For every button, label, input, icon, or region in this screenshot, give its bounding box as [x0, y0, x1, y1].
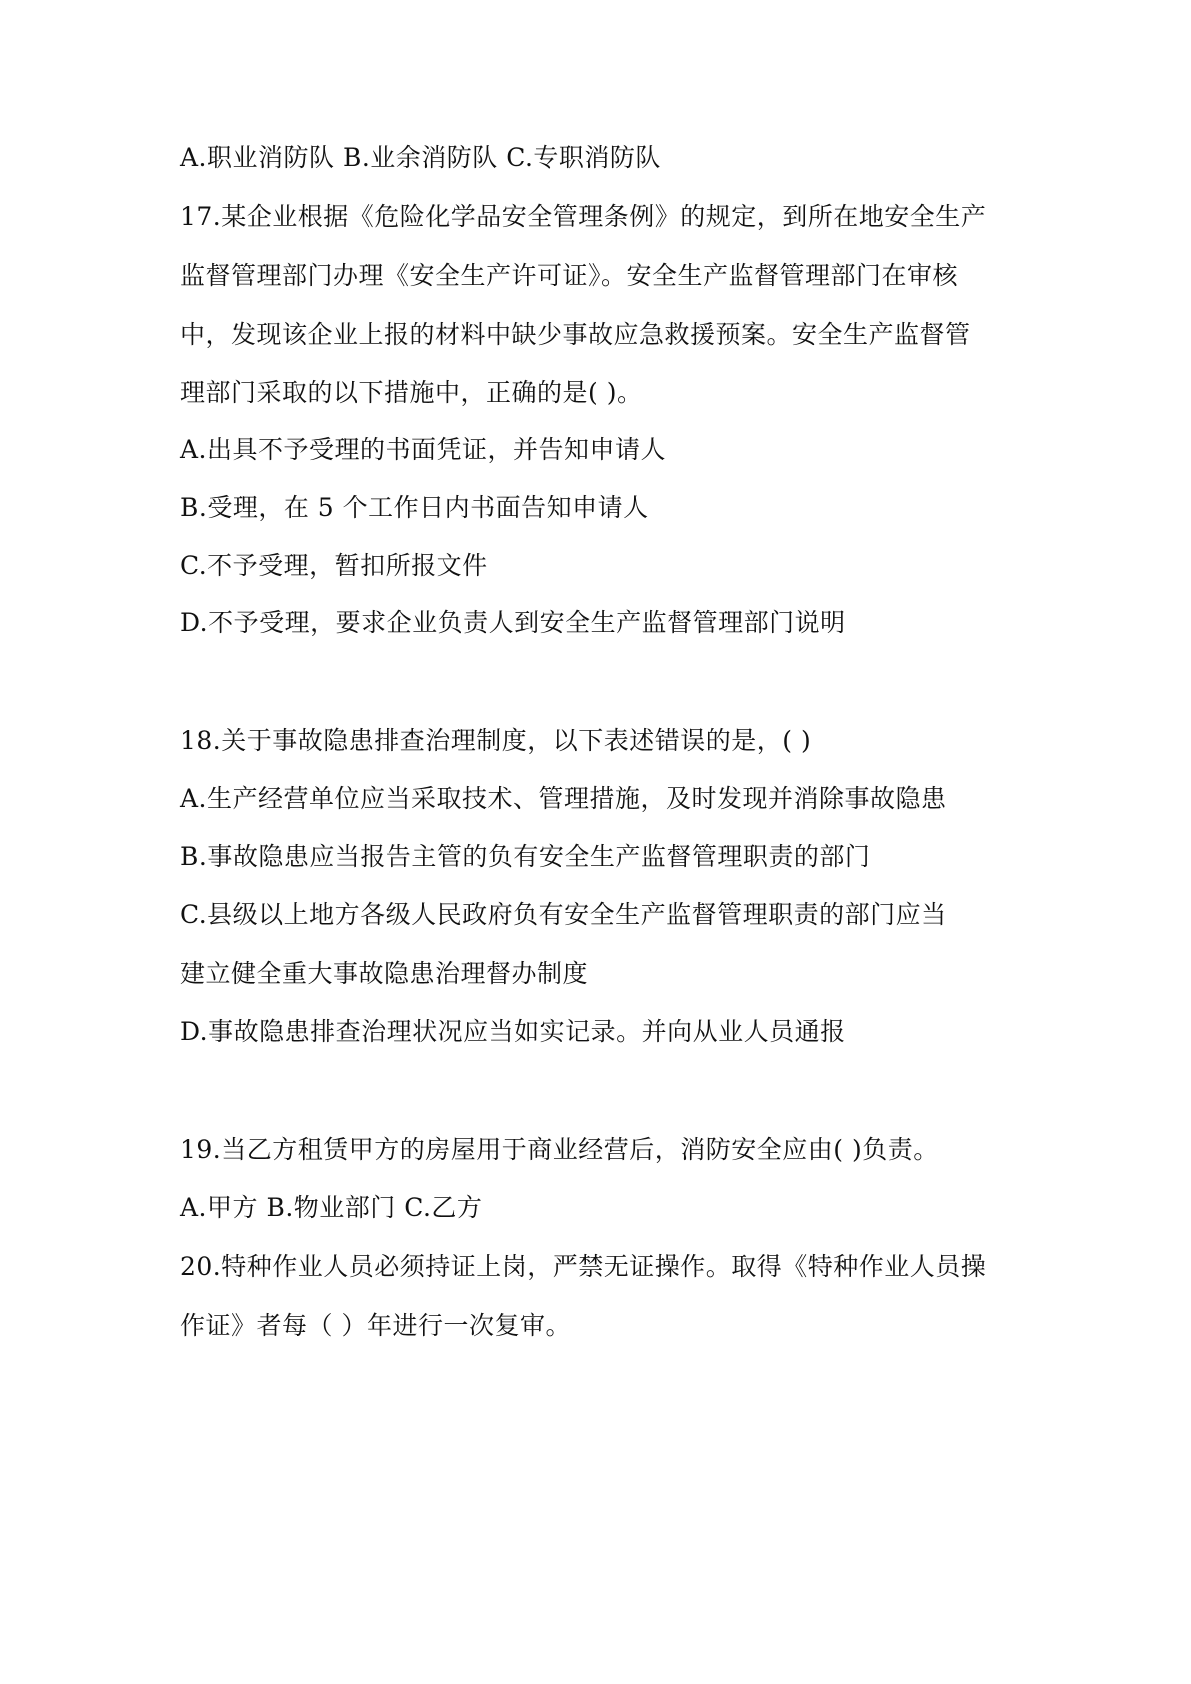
q19-stem: 19.当乙方租赁甲方的房屋用于商业经营后，消防安全应由( )负责。 — [180, 1135, 939, 1164]
q17-stem-line-4: 理部门采取的以下措施中，正确的是( )。 — [180, 378, 643, 407]
q17-stem-line-2: 监督管理部门办理《安全生产许可证》。安全生产监督管理部门在审核 — [180, 261, 959, 290]
q17-option-d: D.不予受理，要求企业负责人到安全生产监督管理部门说明 — [180, 608, 846, 637]
q20-stem-line-2: 作证》者每（ ）年进行一次复审。 — [180, 1311, 571, 1340]
q18-stem: 18.关于事故隐患排查治理制度，以下表述错误的是，( ) — [180, 726, 812, 755]
q17-stem-line-1: 17.某企业根据《危险化学品安全管理条例》的规定，到所在地安全生产 — [180, 202, 987, 231]
q17-stem-line-3: 中，发现该企业上报的材料中缺少事故应急救援预案。安全生产监督管 — [180, 320, 971, 349]
q18-option-c: C.县级以上地方各级人民政府负有安全生产监督管理职责的部门应当 — [180, 900, 947, 929]
q17-option-b: B.受理，在 5 个工作日内书面告知申请人 — [180, 493, 649, 522]
q18-option-a: A.生产经营单位应当采取技术、管理措施，及时发现并消除事故隐患 — [180, 784, 947, 813]
q17-option-a: A.出具不予受理的书面凭证，并告知申请人 — [180, 435, 667, 464]
q18-option-d: D.事故隐患排查治理状况应当如实记录。并向从业人员通报 — [180, 1017, 846, 1046]
q18-option-b: B.事故隐患应当报告主管的负有安全生产监督管理职责的部门 — [180, 842, 871, 871]
q16-options: A.职业消防队 B.业余消防队 C.专职消防队 — [180, 143, 661, 172]
q18-option-c-continued: 建立健全重大事故隐患治理督办制度 — [180, 959, 589, 988]
q19-options: A.甲方 B.物业部门 C.乙方 — [180, 1193, 483, 1222]
q20-stem-line-1: 20.特种作业人员必须持证上岗，严禁无证操作。取得《特种作业人员操 — [180, 1252, 987, 1281]
q17-option-c: C.不予受理，暂扣所报文件 — [180, 551, 488, 580]
